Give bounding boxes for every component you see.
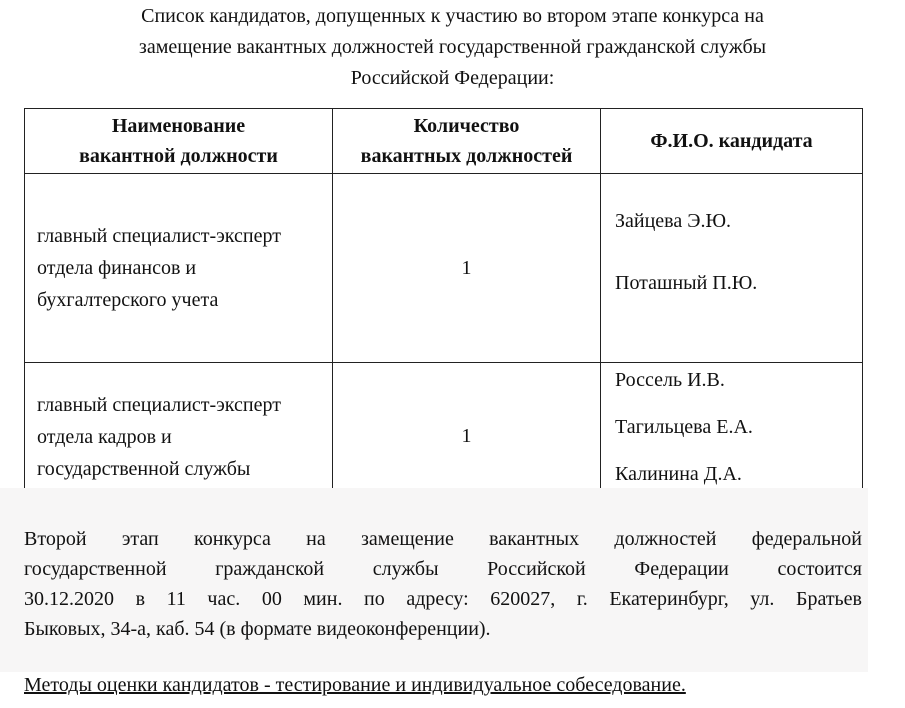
- candidate-name: Россель И.В.: [615, 369, 725, 391]
- position-line: государственной службы: [37, 457, 251, 480]
- header-count-line-1: Количество: [413, 115, 520, 137]
- position-line: отдела кадров и: [37, 425, 172, 448]
- candidate-name: Калинина Д.А.: [615, 463, 742, 485]
- title-line-2: замещение вакантных должностей государственной гражданской службы: [138, 36, 767, 58]
- info-line-3: 30.12.2020 в 11 час. 00 мин. по адресу: 620027, г. Екатеринбург, ул. Братьев: [24, 588, 862, 610]
- header-candidate: Ф.И.О. кандидата: [601, 109, 863, 174]
- count-cell: 1: [333, 363, 601, 511]
- position-line: главный специалист-эксперт: [37, 393, 281, 416]
- candidates-cell: [601, 174, 863, 363]
- header-position-line-1: Наименование: [111, 115, 246, 137]
- header-position: [25, 109, 333, 174]
- table-row: [25, 174, 863, 363]
- candidate-name: Поташный П.Ю.: [615, 272, 758, 294]
- count-cell: 1: [333, 174, 601, 363]
- header-count: [333, 109, 601, 174]
- position-line: главный специалист-эксперт: [37, 225, 281, 247]
- page-title: [0, 0, 905, 94]
- title-line-3: Российской Федерации:: [350, 67, 555, 89]
- position-line: отдела финансов и: [37, 257, 197, 279]
- info-line-1: Второй этап конкурса на замещение вакантных должностей федеральной: [24, 528, 862, 550]
- header-position-line-2: вакантной должности: [79, 145, 278, 167]
- position-cell: [25, 174, 333, 363]
- header-count-line-2: вакантных должностей: [360, 145, 573, 167]
- assessment-methods: Методы оценки кандидатов - тестирование и индивидуальное собеседование.: [24, 674, 686, 696]
- candidates-table: [24, 108, 863, 511]
- title-line-1: Список кандидатов, допущенных к участию во втором этапе конкурса на: [141, 5, 764, 27]
- second-stage-info: [24, 524, 862, 644]
- info-line-4: Быковых, 34-а, каб. 54 (в формате видеоконференции).: [24, 618, 491, 640]
- table-header-row: [25, 109, 863, 174]
- candidate-name: Зайцева Э.Ю.: [615, 210, 731, 232]
- info-line-2: государственной гражданской службы Российской Федерации состоится: [24, 558, 862, 580]
- position-line: бухгалтерского учета: [37, 289, 219, 311]
- candidate-name: Тагильцева Е.А.: [615, 416, 753, 438]
